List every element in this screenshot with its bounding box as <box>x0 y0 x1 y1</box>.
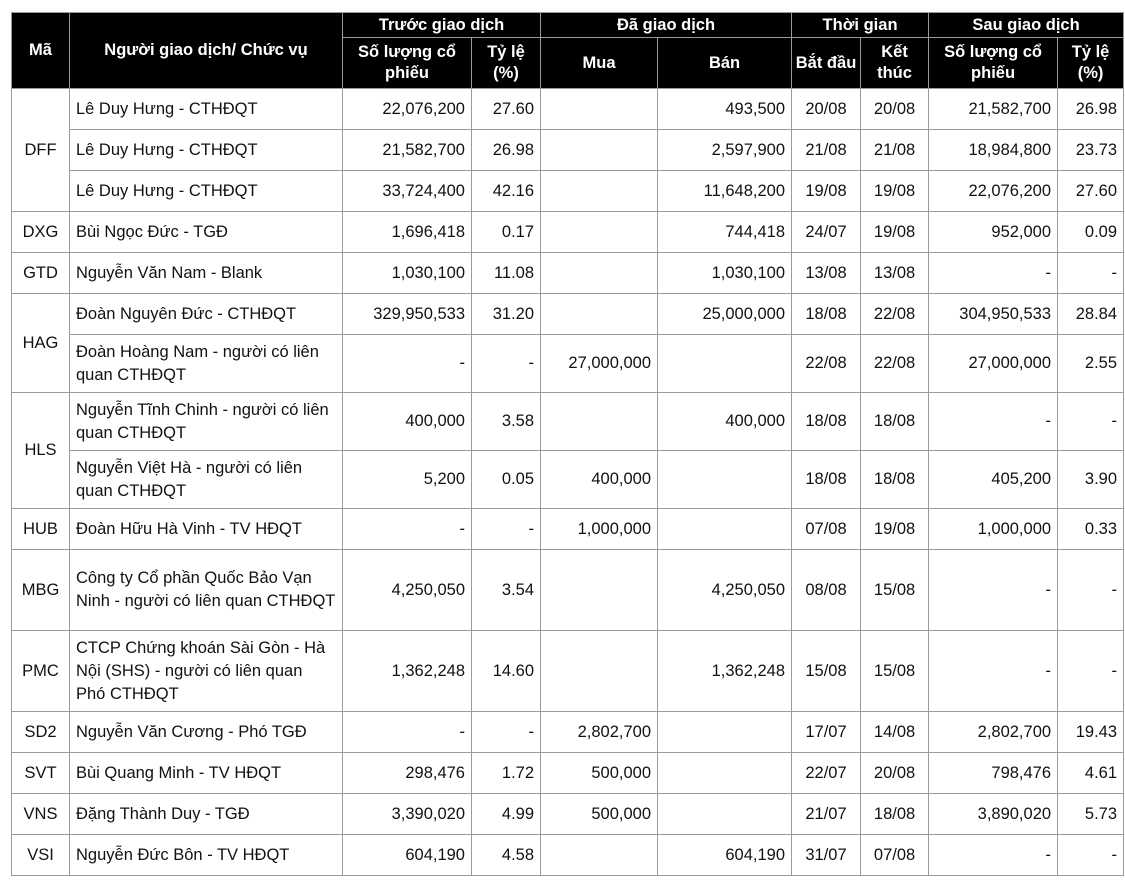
table-row <box>12 294 1124 335</box>
end-date-cell: 20/08 <box>861 753 929 794</box>
header-end: Kết thúc <box>861 38 929 89</box>
after-pct-cell: 26.98 <box>1058 89 1124 130</box>
start-date-cell: 18/08 <box>792 393 861 451</box>
after-pct-cell: - <box>1058 835 1124 876</box>
after-pct-cell: - <box>1058 393 1124 451</box>
stock-code-cell: PMC <box>12 631 70 712</box>
before-pct-cell: 42.16 <box>472 171 541 212</box>
header-before-qty: Số lượng cổ phiếu <box>343 38 472 89</box>
stock-code-cell: MBG <box>12 550 70 631</box>
after-qty-cell: - <box>929 393 1058 451</box>
before-pct-cell: - <box>472 509 541 550</box>
before-pct-cell: 0.17 <box>472 212 541 253</box>
buy-cell <box>541 550 658 631</box>
before-qty-cell: 298,476 <box>343 753 472 794</box>
before-pct-cell: 27.60 <box>472 89 541 130</box>
table-row <box>12 451 1124 509</box>
before-qty-cell: 400,000 <box>343 393 472 451</box>
header-group-time: Thời gian <box>792 13 929 38</box>
buy-cell <box>541 294 658 335</box>
table-row <box>12 89 1124 130</box>
stock-code-cell: GTD <box>12 253 70 294</box>
buy-cell <box>541 130 658 171</box>
after-qty-cell: - <box>929 631 1058 712</box>
stock-code-cell: HAG <box>12 294 70 393</box>
person-cell: Nguyễn Văn Cương - Phó TGĐ <box>70 712 343 753</box>
stock-code-cell: HLS <box>12 393 70 509</box>
end-date-cell: 18/08 <box>861 794 929 835</box>
end-date-cell: 20/08 <box>861 89 929 130</box>
after-pct-cell: 27.60 <box>1058 171 1124 212</box>
after-pct-cell: 0.09 <box>1058 212 1124 253</box>
end-date-cell: 19/08 <box>861 509 929 550</box>
person-cell: Bùi Quang Minh - TV HĐQT <box>70 753 343 794</box>
before-pct-cell: 11.08 <box>472 253 541 294</box>
after-pct-cell: 19.43 <box>1058 712 1124 753</box>
before-qty-cell: 1,030,100 <box>343 253 472 294</box>
insider-trading-table <box>11 12 1124 876</box>
sell-cell <box>658 335 792 393</box>
sell-cell: 1,362,248 <box>658 631 792 712</box>
header-person: Người giao dịch/ Chức vụ <box>70 13 343 89</box>
start-date-cell: 21/07 <box>792 794 861 835</box>
before-pct-cell: - <box>472 335 541 393</box>
person-cell: Đoàn Nguyên Đức - CTHĐQT <box>70 294 343 335</box>
person-cell: Nguyễn Tĩnh Chinh - người có liên quan CTHĐQT <box>70 393 343 451</box>
sell-cell: 493,500 <box>658 89 792 130</box>
person-cell: Nguyễn Việt Hà - người có liên quan CTHĐQT <box>70 451 343 509</box>
before-pct-cell: 31.20 <box>472 294 541 335</box>
start-date-cell: 31/07 <box>792 835 861 876</box>
table-row <box>12 335 1124 393</box>
end-date-cell: 15/08 <box>861 631 929 712</box>
person-cell: Nguyễn Đức Bôn - TV HĐQT <box>70 835 343 876</box>
table-row <box>12 753 1124 794</box>
before-pct-cell: 26.98 <box>472 130 541 171</box>
stock-code-cell: HUB <box>12 509 70 550</box>
buy-cell <box>541 835 658 876</box>
after-qty-cell: 27,000,000 <box>929 335 1058 393</box>
stock-code-cell: DXG <box>12 212 70 253</box>
after-qty-cell: 18,984,800 <box>929 130 1058 171</box>
after-qty-cell: 405,200 <box>929 451 1058 509</box>
person-cell: Bùi Ngọc Đức - TGĐ <box>70 212 343 253</box>
before-pct-cell: 4.99 <box>472 794 541 835</box>
after-qty-cell: 798,476 <box>929 753 1058 794</box>
header-code: Mã <box>12 13 70 89</box>
sell-cell: 1,030,100 <box>658 253 792 294</box>
start-date-cell: 08/08 <box>792 550 861 631</box>
person-cell: Đoàn Hữu Hà Vinh - TV HĐQT <box>70 509 343 550</box>
table-body <box>12 89 1124 876</box>
start-date-cell: 18/08 <box>792 451 861 509</box>
buy-cell: 500,000 <box>541 794 658 835</box>
after-qty-cell: 304,950,533 <box>929 294 1058 335</box>
before-qty-cell: 4,250,050 <box>343 550 472 631</box>
buy-cell: 500,000 <box>541 753 658 794</box>
sell-cell: 4,250,050 <box>658 550 792 631</box>
stock-code-cell: SD2 <box>12 712 70 753</box>
start-date-cell: 17/07 <box>792 712 861 753</box>
header-after-pct: Tỷ lệ (%) <box>1058 38 1124 89</box>
buy-cell: 400,000 <box>541 451 658 509</box>
table-row <box>12 393 1124 451</box>
start-date-cell: 24/07 <box>792 212 861 253</box>
after-pct-cell: - <box>1058 550 1124 631</box>
after-qty-cell: 952,000 <box>929 212 1058 253</box>
table-row <box>12 212 1124 253</box>
end-date-cell: 18/08 <box>861 393 929 451</box>
table-row <box>12 509 1124 550</box>
stock-code-cell: SVT <box>12 753 70 794</box>
buy-cell: 2,802,700 <box>541 712 658 753</box>
after-pct-cell: - <box>1058 253 1124 294</box>
header-sell: Bán <box>658 38 792 89</box>
person-cell: Lê Duy Hưng - CTHĐQT <box>70 171 343 212</box>
before-qty-cell: 22,076,200 <box>343 89 472 130</box>
end-date-cell: 07/08 <box>861 835 929 876</box>
table-row <box>12 794 1124 835</box>
after-pct-cell: 23.73 <box>1058 130 1124 171</box>
before-qty-cell: 33,724,400 <box>343 171 472 212</box>
person-cell: CTCP Chứng khoán Sài Gòn - Hà Nội (SHS) - người có liên quan Phó CTHĐQT <box>70 631 343 712</box>
before-pct-cell: 0.05 <box>472 451 541 509</box>
before-qty-cell: 1,362,248 <box>343 631 472 712</box>
start-date-cell: 21/08 <box>792 130 861 171</box>
start-date-cell: 20/08 <box>792 89 861 130</box>
after-pct-cell: 3.90 <box>1058 451 1124 509</box>
after-qty-cell: 21,582,700 <box>929 89 1058 130</box>
end-date-cell: 18/08 <box>861 451 929 509</box>
buy-cell: 1,000,000 <box>541 509 658 550</box>
after-qty-cell: 3,890,020 <box>929 794 1058 835</box>
sell-cell: 744,418 <box>658 212 792 253</box>
start-date-cell: 22/07 <box>792 753 861 794</box>
header-after-qty: Số lượng cổ phiếu <box>929 38 1058 89</box>
before-qty-cell: 1,696,418 <box>343 212 472 253</box>
after-pct-cell: 2.55 <box>1058 335 1124 393</box>
table-row <box>12 835 1124 876</box>
before-qty-cell: 329,950,533 <box>343 294 472 335</box>
end-date-cell: 15/08 <box>861 550 929 631</box>
sell-cell: 2,597,900 <box>658 130 792 171</box>
after-pct-cell: - <box>1058 631 1124 712</box>
end-date-cell: 14/08 <box>861 712 929 753</box>
before-qty-cell: - <box>343 712 472 753</box>
after-pct-cell: 28.84 <box>1058 294 1124 335</box>
header-start: Bắt đầu <box>792 38 861 89</box>
buy-cell <box>541 171 658 212</box>
sell-cell: 25,000,000 <box>658 294 792 335</box>
after-qty-cell: 22,076,200 <box>929 171 1058 212</box>
sell-cell <box>658 753 792 794</box>
start-date-cell: 22/08 <box>792 335 861 393</box>
before-qty-cell: 21,582,700 <box>343 130 472 171</box>
buy-cell <box>541 212 658 253</box>
stock-code-cell: VNS <box>12 794 70 835</box>
end-date-cell: 13/08 <box>861 253 929 294</box>
before-qty-cell: - <box>343 335 472 393</box>
buy-cell <box>541 631 658 712</box>
after-qty-cell: - <box>929 550 1058 631</box>
sell-cell <box>658 794 792 835</box>
start-date-cell: 15/08 <box>792 631 861 712</box>
table-row <box>12 253 1124 294</box>
table-row <box>12 130 1124 171</box>
after-qty-cell: 1,000,000 <box>929 509 1058 550</box>
before-pct-cell: 14.60 <box>472 631 541 712</box>
buy-cell <box>541 393 658 451</box>
before-pct-cell: 3.54 <box>472 550 541 631</box>
after-pct-cell: 4.61 <box>1058 753 1124 794</box>
table-row <box>12 712 1124 753</box>
before-qty-cell: 5,200 <box>343 451 472 509</box>
person-cell: Công ty Cổ phần Quốc Bảo Vạn Ninh - người có liên quan CTHĐQT <box>70 550 343 631</box>
before-pct-cell: 1.72 <box>472 753 541 794</box>
buy-cell <box>541 253 658 294</box>
after-qty-cell: - <box>929 835 1058 876</box>
buy-cell <box>541 89 658 130</box>
start-date-cell: 07/08 <box>792 509 861 550</box>
person-cell: Lê Duy Hưng - CTHĐQT <box>70 89 343 130</box>
before-pct-cell: - <box>472 712 541 753</box>
after-qty-cell: - <box>929 253 1058 294</box>
person-cell: Lê Duy Hưng - CTHĐQT <box>70 130 343 171</box>
start-date-cell: 13/08 <box>792 253 861 294</box>
before-pct-cell: 4.58 <box>472 835 541 876</box>
sell-cell <box>658 451 792 509</box>
sell-cell: 400,000 <box>658 393 792 451</box>
after-pct-cell: 0.33 <box>1058 509 1124 550</box>
sell-cell: 11,648,200 <box>658 171 792 212</box>
header-buy: Mua <box>541 38 658 89</box>
stock-code-cell: VSI <box>12 835 70 876</box>
header-group-before: Trước giao dịch <box>343 13 541 38</box>
before-qty-cell: - <box>343 509 472 550</box>
start-date-cell: 18/08 <box>792 294 861 335</box>
table-row <box>12 550 1124 631</box>
table-row <box>12 171 1124 212</box>
header-before-pct: Tỷ lệ (%) <box>472 38 541 89</box>
after-pct-cell: 5.73 <box>1058 794 1124 835</box>
header-group-traded: Đã giao dịch <box>541 13 792 38</box>
buy-cell: 27,000,000 <box>541 335 658 393</box>
end-date-cell: 19/08 <box>861 212 929 253</box>
table-header <box>12 13 1124 89</box>
sell-cell: 604,190 <box>658 835 792 876</box>
start-date-cell: 19/08 <box>792 171 861 212</box>
header-group-after: Sau giao dịch <box>929 13 1124 38</box>
sell-cell <box>658 509 792 550</box>
person-cell: Đặng Thành Duy - TGĐ <box>70 794 343 835</box>
end-date-cell: 22/08 <box>861 294 929 335</box>
before-qty-cell: 3,390,020 <box>343 794 472 835</box>
stock-code-cell: DFF <box>12 89 70 212</box>
after-qty-cell: 2,802,700 <box>929 712 1058 753</box>
person-cell: Đoàn Hoàng Nam - người có liên quan CTHĐQT <box>70 335 343 393</box>
table-row <box>12 631 1124 712</box>
before-qty-cell: 604,190 <box>343 835 472 876</box>
before-pct-cell: 3.58 <box>472 393 541 451</box>
end-date-cell: 19/08 <box>861 171 929 212</box>
sell-cell <box>658 712 792 753</box>
person-cell: Nguyễn Văn Nam - Blank <box>70 253 343 294</box>
insider-trading-table-container <box>11 12 1124 876</box>
end-date-cell: 21/08 <box>861 130 929 171</box>
end-date-cell: 22/08 <box>861 335 929 393</box>
